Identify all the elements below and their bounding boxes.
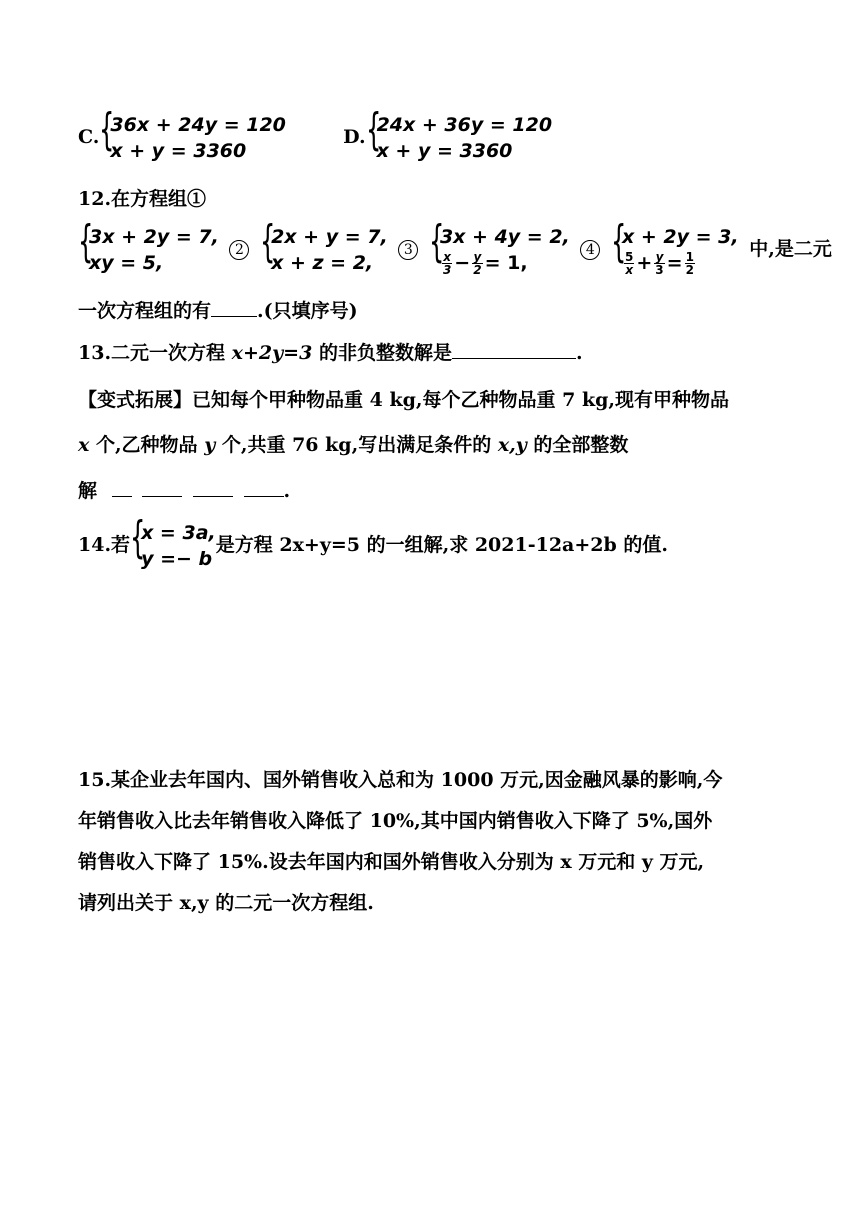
q13-period: . [575,342,583,364]
var-text-1: 个,乙种物品 [89,434,205,456]
q13-text-b: 的非负整数解是 [312,342,452,364]
brace-icon: { [78,216,94,267]
var-period: . [283,480,291,502]
var-text-2: 个,共重 76 kg,写出满足条件的 [215,434,498,456]
answer-blank[interactable] [211,300,257,317]
brace-icon: { [428,216,445,267]
option-d-eq2: x + y = 3360 [376,140,513,162]
option-c-system [99,104,286,164]
option-d-system [365,104,553,164]
var-y: y [204,434,216,456]
s1-eq1: 3x + 2y = 7, [89,226,219,248]
option-c-eq1: 36x + 24y = 120 [110,114,286,136]
q13-text: 13.二元一次方程 [78,342,232,364]
answer-blank[interactable] [452,342,576,359]
brace-icon: { [130,512,146,563]
fraction: $\frac{y}{3}$ [655,250,664,277]
variant-line3 [78,476,290,503]
q14-eq2: y =− b [141,548,213,570]
brace-icon: { [611,216,627,267]
q12-line2 [78,296,358,323]
option-d-label: D. [343,126,366,148]
q12-line2-text: 一次方程组的有 [78,300,212,322]
fraction: $\frac{y}{2}$ [473,250,482,277]
q12-system-3 [428,216,570,277]
variant-line1: 【变式拓展】已知每个甲种物品重 4 kg,每个乙种物品重 7 kg,现有甲种物品 [78,389,730,411]
s3-eq2: $\frac{x}{3}$ − $\frac{y}{2}$ = 1, [442,250,528,277]
brace-icon: { [260,216,276,267]
answer-blank[interactable] [142,480,182,497]
option-d-eq1: 24x + 36y = 120 [376,114,553,136]
q15-line3: 销售收入下降了 15%.设去年国内和国外销售收入分别为 x 万元和 y 万元, [78,851,705,873]
circled-number-3: 3 [398,240,418,260]
q11-options [78,104,553,164]
q12-systems [78,216,832,277]
q14-text: 是方程 2x+y=5 的一组解,求 2021-12a+2b 的值. [215,534,669,556]
s2-eq2: x + z = 2, [271,252,374,274]
q15-line1: 15.某企业去年国内、国外销售收入总和为 1000 万元,因金融风暴的影响,今 [78,769,723,791]
q12-tail: 中,是二元 [749,238,832,260]
option-c-label: C. [78,126,100,148]
variant-line2 [78,430,628,457]
answer-blank[interactable] [193,480,233,497]
q15 [78,760,788,924]
s3-eq1: 3x + 4y = 2, [439,226,570,248]
s4-eq1: x + 2y = 3, [622,226,739,248]
fraction: $\frac{1}{2}$ [685,250,694,277]
s4-eq2: $\frac{5}{x}$ + $\frac{y}{3}$ = $\frac{1}{2}$ [625,250,694,277]
var-x: x [78,434,90,456]
var-solution-label: 解 [78,480,98,502]
brace-icon: { [365,104,381,155]
fraction: $\frac{x}{3}$ [442,250,452,277]
circled-number-4: 4 [580,240,600,260]
q14-system [130,512,216,572]
q15-line4: 请列出关于 x,y 的二元一次方程组. [78,892,374,914]
q12-system-2 [260,216,388,276]
q12-intro: 12.在方程组① [78,188,207,210]
circled-number-2: 2 [229,240,249,260]
s1-eq2: xy = 5, [89,252,164,274]
q14-eq1: x = 3a, [141,522,216,544]
q12-system-1 [78,216,219,276]
q13-expression: x+2y=3 [231,342,313,364]
answer-blank[interactable] [244,480,284,497]
q12-line2-end: .(只填序号) [257,300,358,322]
q14 [78,512,669,572]
fraction: $\frac{5}{x}$ [625,250,634,277]
q12-system-4 [611,216,739,277]
q14-label: 14.若 [78,534,131,556]
answer-blank[interactable] [112,480,132,497]
s2-eq1: 2x + y = 7, [271,226,388,248]
q15-line2: 年销售收入比去年销售收入降低了 10%,其中国内销售收入下降了 5%,国外 [78,810,713,832]
var-text-3: 的全部整数 [526,434,629,456]
var-xy: x,y [497,434,527,456]
brace-icon: { [99,104,115,155]
q13 [78,338,583,365]
option-c-eq2: x + y = 3360 [110,140,247,162]
